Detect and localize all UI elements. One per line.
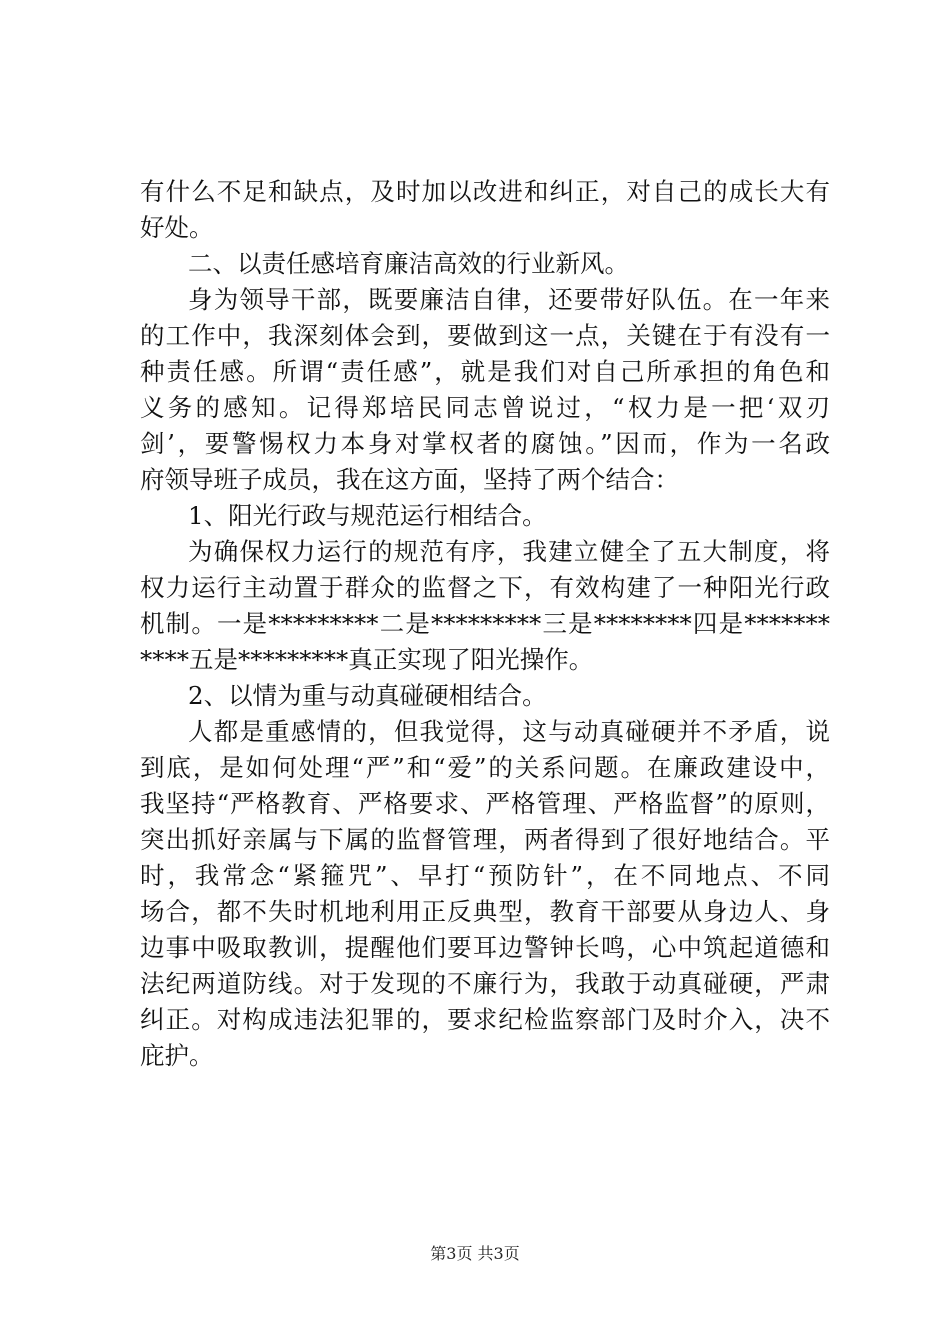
text-line: 好处。 [140,213,214,242]
body-text [140,174,830,1074]
subsection-heading: 2、以情为重与动真碰硬相结合。 [188,681,547,710]
text-line: 为确保权力运行的规范有序，我建立健全了五大制度，将 [188,537,830,566]
text-line: 身为领导干部，既要廉洁自律，还要带好队伍。在一年来 [188,285,830,314]
text-line: 边事中吸取教训，提醒他们要耳边警钟长鸣，心中筑起道德和 [140,933,830,962]
text-line: 种责任感。所谓“责任感”，就是我们对自己所承担的角色和 [140,357,830,386]
text-line: 法纪两道防线。对于发现的不廉行为，我敢于动真碰硬，严肃 [140,969,830,998]
text-line: 的工作中，我深刻体会到，要做到这一点，关键在于有没有一 [140,321,830,350]
text-line: 场合，都不失时机地利用正反典型，教育干部要从身边人、身 [140,897,830,926]
page-footer: 第3页 共3页 [430,1244,520,1263]
text-line: 有什么不足和缺点，及时加以改进和纠正，对自己的成长大有 [140,177,830,206]
text-line: 义务的感知。记得郑培民同志曾说过，“权力是一把‘双刃 [140,393,830,422]
text-line: 人都是重感情的，但我觉得，这与动真碰硬并不矛盾，说 [188,717,830,746]
text-line: 庇护。 [140,1041,214,1070]
text-line: 时，我常念“紧箍咒”、早打“预防针”，在不同地点、不同 [140,861,830,890]
section-heading: 二、以责任感培育廉洁高效的行业新风。 [188,249,629,278]
text-line: 突出抓好亲属与下属的监督管理，两者得到了很好地结合。平 [140,825,830,854]
text-line: 权力运行主动置于群众的监督之下，有效构建了一种阳光行政 [140,573,830,602]
text-line: 剑’，要警惕权力本身对掌权者的腐蚀。”因而，作为一名政 [140,429,830,458]
text-line: 到底，是如何处理“严”和“爱”的关系问题。在廉政建设中， [140,753,830,782]
subsection-heading: 1、阳光行政与规范运行相结合。 [188,501,547,530]
text-line: ****五是*********真正实现了阳光操作。 [140,645,594,674]
text-line: 我坚持“严格教育、严格要求、严格管理、严格监督”的原则， [140,789,830,818]
text-line: 纠正。对构成违法犯罪的，要求纪检监察部门及时介入，决不 [140,1005,830,1034]
text-line: 机制。一是*********二是*********三是********四是******* [140,609,830,638]
text-line: 府领导班子成员，我在这方面，坚持了两个结合： [140,465,679,494]
